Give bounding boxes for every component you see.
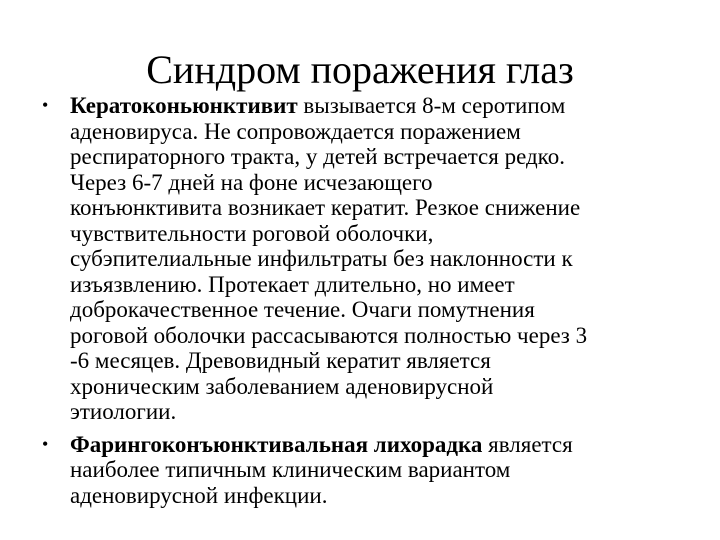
item-line: наиболее типичным клиническим вариантом: [70, 457, 511, 482]
item-line: этиологии.: [70, 399, 177, 424]
item-first-line: [70, 432, 690, 458]
item-first-line: [70, 93, 690, 119]
item-line: респираторного тракта, у детей встречается редко.: [70, 144, 565, 169]
item-line: Через 6-7 дней на фоне исчезающего: [70, 169, 433, 195]
item-line: доброкачественное течение. Очаги помутнения: [70, 297, 535, 322]
item-line: изъязвлению. Протекает длительно, но имеет: [70, 271, 515, 297]
item-line: -6 месяцев. Древовидный кератит является: [70, 348, 491, 373]
item-line: субэпителиальные инфильтраты без наклонности к: [70, 246, 573, 271]
item-line: аденовирусной инфекции.: [70, 482, 328, 508]
item-line: роговой оболочки рассасываются полностью через 3: [70, 322, 588, 348]
bullet-icon: •: [42, 433, 49, 454]
item-term: Фарингоконъюнктивальная лихорадка: [70, 431, 483, 457]
item-term: Кератоконьюнктивит: [70, 93, 298, 118]
item-line: вызывается 8-м серотипом: [297, 93, 566, 118]
item-line: является: [482, 431, 573, 457]
bullet-icon: •: [42, 95, 49, 115]
item-line: чувствительности роговой оболочки,: [70, 220, 434, 246]
item-line: хроническим заболеванием аденовирусной: [70, 373, 494, 399]
bullet-list: [40, 93, 690, 515]
list-item-pharyngoconjunctival-fever: [40, 432, 690, 509]
list-item-keratoconjunctivitis: [40, 93, 690, 425]
slide-title: Синдром поражения глаз: [146, 47, 574, 92]
item-line: конъюнктивита возникает кератит. Резкое снижение: [70, 195, 581, 220]
item-line: аденовируса. Не сопровождается поражением: [70, 118, 521, 144]
